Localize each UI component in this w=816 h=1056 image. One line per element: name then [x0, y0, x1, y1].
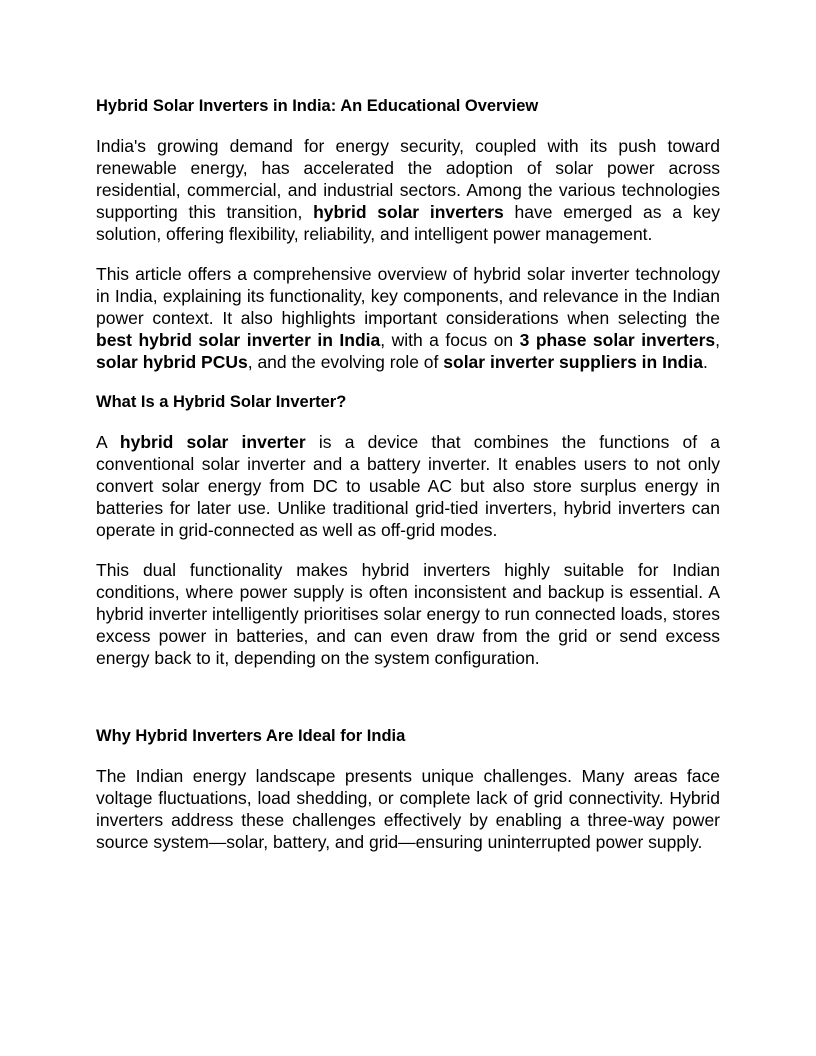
section1-paragraph-2: This dual functionality makes hybrid inverters highly suitable for Indian conditions, where power supply is often inconsistent and backup is essential. A hybrid inverter intelligently prioritises solar energy to run connected loads, stores excess power in batteries, and can even draw from the grid or send excess energy back to it, depending on the system configuration. [96, 560, 720, 668]
text: is a device that combines the functions of a conventional solar inverter and a battery inverter. It enables users to not only convert solar energy from DC to usable AC but also store surplus energy in batteries for later use. Unlike traditional grid-tied inverters, hybrid inverters can operate in grid-connected as well as off-grid modes. [96, 432, 720, 540]
document-page [96, 95, 720, 871]
document-title: Hybrid Solar Inverters in India: An Educational Overview [96, 97, 539, 115]
text: India's growing demand for energy security, coupled with its push toward renewable energy, has accelerated the adoption of solar power across residential, commercial, and industrial sectors. Among the various technologies supporting this transition, [96, 136, 720, 222]
bold-text: hybrid solar inverter [119, 432, 306, 452]
section2-paragraph-1: The Indian energy landscape presents unique challenges. Many areas face voltage fluctuations, load shedding, or complete lack of grid connectivity. Hybrid inverters address these challenges effectively by enabling a three-way power source system—solar, battery, and grid—ensuring uninterrupted power supply. [96, 766, 720, 852]
section-heading: Why Hybrid Inverters Are Ideal for India [96, 727, 406, 745]
intro-paragraph-2 [96, 263, 720, 373]
bold-text: solar inverter suppliers in India [443, 352, 703, 372]
blank-line [96, 687, 720, 725]
bold-text: best hybrid solar inverter in India [96, 330, 381, 350]
text: , and the evolving role of [247, 352, 444, 372]
bold-text: solar hybrid PCUs [96, 352, 248, 372]
bold-text: 3 phase solar inverters [519, 330, 716, 350]
text: . [702, 352, 708, 372]
section1-paragraph-1 [96, 431, 720, 541]
text: This article offers a comprehensive overview of hybrid solar inverter technology in India, explaining its functionality, key components, and relevance in the Indian power context. It also highlights important considerations when selecting the [96, 264, 720, 328]
text: , [715, 330, 721, 350]
text: , with a focus on [380, 330, 520, 350]
text: have emerged as a key solution, offering flexibility, reliability, and intelligent power management. [96, 202, 720, 244]
text: A [96, 432, 120, 452]
intro-paragraph-1 [96, 135, 720, 245]
bold-text: hybrid solar inverters [313, 202, 504, 222]
section-heading: What Is a Hybrid Solar Inverter? [96, 393, 347, 411]
